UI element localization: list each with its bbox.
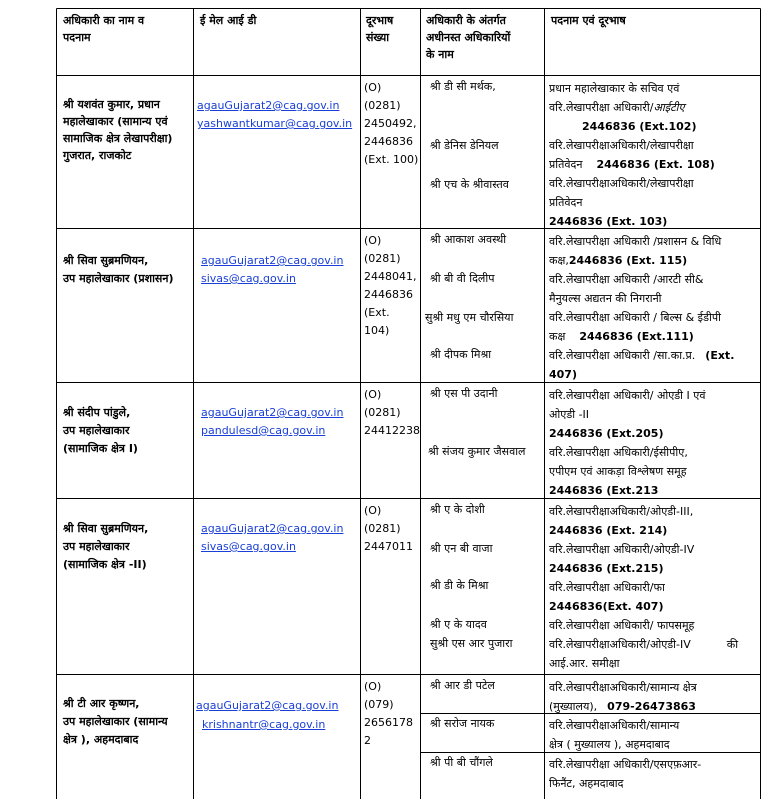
designation-phone-line: 2446836(Ext. 407) bbox=[549, 600, 664, 613]
phone-number bbox=[364, 678, 413, 750]
designation-phone-line: 2446836 (Ext. 115) bbox=[568, 254, 688, 267]
designation-phone-line: 079-26473863 bbox=[607, 700, 696, 713]
designation-line: क्षेत्र ( मुख्यालय ), अहमदाबाद bbox=[549, 738, 670, 751]
designation-phone bbox=[549, 232, 734, 384]
header-subordinates bbox=[426, 12, 510, 63]
designation-text: वरि.लेखापरीक्षाअधिकारी/ओएडी-IV bbox=[549, 638, 691, 651]
email-list bbox=[196, 696, 338, 734]
phone-number bbox=[364, 79, 418, 169]
designation-phone-line: 2446836 (Ext.111) bbox=[579, 330, 694, 343]
designation-phone-line: 2446836 (Ext.213 bbox=[549, 484, 659, 497]
subordinate-name: श्री डी सी मर्थक, bbox=[430, 80, 496, 93]
phone-line: (O) bbox=[364, 388, 382, 401]
officer-name bbox=[63, 520, 148, 574]
designation-line: वरि.लेखापरीक्षा अधिकारी/ओएडी-IV bbox=[549, 543, 695, 556]
designation-line: ओएडी -II bbox=[549, 408, 590, 421]
designation-line: एपीएम एवं आकड़ा विश्लेषण समूह bbox=[549, 465, 687, 478]
phone-line: (O) bbox=[364, 81, 382, 94]
designation-line bbox=[549, 155, 715, 174]
designation-phone-line: 2446836 (Ext.215) bbox=[549, 562, 664, 575]
officer-line: गुजरात, राजकोट bbox=[63, 149, 132, 162]
phone-line: 2447011 bbox=[364, 540, 413, 553]
designation-line: वरि.लेखापरीक्षा अधिकारी /आरटी सी& bbox=[549, 273, 704, 286]
phone-line: 24412238 bbox=[364, 424, 420, 437]
phone-line: (0281) bbox=[364, 252, 401, 265]
designation-text: कक्ष bbox=[549, 330, 566, 343]
phone-line: (079) bbox=[364, 698, 394, 711]
designation-line bbox=[549, 635, 738, 654]
email-list bbox=[197, 97, 352, 133]
officer-line: श्री यशवंत कुमार, प्रधान bbox=[63, 98, 160, 111]
designation-line: वरि.लेखापरीक्षा अधिकारी /प्रशासन & विधि bbox=[549, 235, 722, 248]
designation-line: आई.आर. समीक्षा bbox=[549, 657, 620, 670]
subordinate-name: श्री डी के मिश्रा bbox=[430, 579, 489, 592]
header-phone bbox=[366, 12, 393, 46]
subordinate-name: सुश्री एस आर पुजारा bbox=[430, 637, 513, 650]
phone-line: 2446836 bbox=[364, 135, 413, 148]
officer-line: उप महालेखाकार bbox=[63, 540, 130, 553]
header-text: पदनाम bbox=[63, 31, 91, 44]
designation-line: वरि.लेखापरीक्षाअधिकारी/सामान्य bbox=[549, 719, 680, 732]
designation-line: वरि.लेखापरीक्षाअधिकारी/लेखापरीक्षा bbox=[549, 139, 694, 152]
subordinate-name: श्री संजय कुमार जैसवाल bbox=[428, 445, 526, 458]
subordinate-name: श्री एच के श्रीवास्तव bbox=[430, 178, 509, 191]
email-link[interactable]: agauGujarat2@cag.gov.in bbox=[201, 254, 344, 267]
designation-line bbox=[549, 346, 734, 365]
designation-text: आईटीए bbox=[653, 101, 685, 114]
phone-number bbox=[364, 502, 413, 556]
phone-line: 2450492, bbox=[364, 117, 417, 130]
designation-line: फिनैंट, अहमदाबाद bbox=[549, 777, 624, 790]
phone-line: (Ext. bbox=[364, 306, 390, 319]
designation-line: मैनुयल्स अद्यतन की निगरानी bbox=[549, 292, 662, 305]
phone-line: (0281) bbox=[364, 522, 401, 535]
designation-line: प्रतिवेदन bbox=[549, 196, 583, 209]
email-link[interactable]: agauGujarat2@cag.gov.in bbox=[197, 99, 340, 112]
designation-phone-line: 407) bbox=[549, 368, 577, 381]
officer-name bbox=[63, 695, 168, 749]
subordinate-name: श्री पी बी चौंगले bbox=[430, 756, 493, 769]
phone-line: (O) bbox=[364, 680, 382, 693]
email-list bbox=[201, 404, 343, 440]
designation-text: प्रतिवेदन bbox=[549, 158, 583, 171]
designation-phone bbox=[549, 755, 701, 793]
subordinate-name: श्री एन बी वाजा bbox=[430, 542, 493, 555]
designation-line bbox=[549, 251, 734, 270]
designation-line: वरि.लेखापरीक्षा अधिकारी/ फापसमूह bbox=[549, 619, 695, 632]
phone-line: (O) bbox=[364, 504, 382, 517]
header-text: अधीनस्त अधिकारियों bbox=[426, 31, 511, 44]
designation-phone bbox=[549, 716, 679, 754]
officer-line: श्री सिवा सुब्रमणियन, bbox=[63, 522, 149, 535]
header-text: संख्या bbox=[366, 31, 390, 44]
header-text: अधिकारी का नाम व bbox=[63, 14, 145, 27]
designation-line: वरि.लेखापरीक्षा अधिकारी/ईसीपीए, bbox=[549, 446, 688, 459]
phone-line: 2656178 bbox=[364, 716, 413, 729]
designation-phone bbox=[549, 79, 715, 231]
designation-phone-line: 2446836 (Ext. 108) bbox=[596, 158, 715, 171]
subordinate-name: श्री आर डी पटेल bbox=[430, 679, 495, 692]
header-text: दूरभाष bbox=[366, 14, 394, 27]
officer-line: (सामाजिक क्षेत्र -II) bbox=[63, 558, 147, 571]
officer-line: उप महालेखाकार (प्रशासन) bbox=[63, 272, 174, 285]
officer-line: उप महालेखाकार (सामान्य bbox=[63, 715, 168, 728]
officer-name bbox=[63, 252, 174, 288]
designation-phone bbox=[549, 386, 705, 500]
header-text: अधिकारी के अंतर्गत bbox=[426, 14, 506, 27]
designation-phone bbox=[549, 678, 697, 716]
designation-text: वरि.लेखापरीक्षा अधिकारी/ bbox=[549, 101, 654, 114]
email-link[interactable]: krishnantr@cag.gov.in bbox=[202, 718, 326, 731]
designation-phone-line: (Ext. bbox=[705, 349, 735, 362]
email-link[interactable]: agauGujarat2@cag.gov.in bbox=[196, 699, 339, 712]
officer-line: श्री सिवा सुब्रमणियन, bbox=[63, 254, 149, 267]
designation-line: वरि.लेखापरीक्षा अधिकारी/फा bbox=[549, 581, 665, 594]
designation-phone-line: 2446836 (Ext. 103) bbox=[549, 215, 668, 228]
subordinate-name: श्री डेनिस डेनियल bbox=[430, 139, 499, 152]
email-list bbox=[201, 252, 343, 288]
phone-line: 2 bbox=[364, 734, 371, 747]
email-list bbox=[201, 520, 343, 556]
phone-line: (O) bbox=[364, 234, 382, 247]
phone-line: 104) bbox=[364, 324, 390, 337]
phone-line: 2446836 bbox=[364, 288, 413, 301]
phone-line: (Ext. 100) bbox=[364, 153, 419, 166]
email-link[interactable]: yashwantkumar@cag.gov.in bbox=[197, 117, 353, 130]
officer-line: (सामाजिक क्षेत्र I) bbox=[63, 442, 138, 455]
designation-line: वरि.लेखापरीक्षाअधिकारी/ओएडी-III, bbox=[549, 505, 694, 518]
designation-text: की bbox=[726, 638, 739, 651]
subordinate-name: श्री दीपक मिश्रा bbox=[430, 348, 492, 361]
subordinate-name: श्री सरोज नायक bbox=[430, 717, 495, 730]
email-link[interactable]: agauGujarat2@cag.gov.in bbox=[201, 406, 344, 419]
phone-number bbox=[364, 232, 417, 340]
designation-line: वरि.लेखापरीक्षा अधिकारी/ ओएडी I एवं bbox=[549, 389, 706, 402]
designation-phone bbox=[549, 502, 738, 673]
designation-phone-line: 2446836 (Ext.205) bbox=[549, 427, 664, 440]
designation-line: वरि.लेखापरीक्षा अधिकारी / बिल्स & ईडीपी bbox=[549, 311, 721, 324]
subordinate-name: श्री ए के यादव bbox=[430, 618, 487, 631]
designation-line bbox=[549, 327, 734, 346]
designation-line: वरि.लेखापरीक्षाअधिकारी/लेखापरीक्षा bbox=[549, 177, 694, 190]
subordinate-name: श्री एस पी उदानी bbox=[430, 387, 498, 400]
phone-line: (0281) bbox=[364, 406, 401, 419]
header-officer-name bbox=[63, 12, 144, 46]
subordinate-name: श्री ए के दोशी bbox=[430, 503, 485, 516]
email-link[interactable]: pandulesd@cag.gov.in bbox=[201, 424, 326, 437]
designation-text: वरि.लेखापरीक्षा अधिकारी /सा.का.प्र. bbox=[549, 349, 696, 362]
email-link[interactable]: agauGujarat2@cag.gov.in bbox=[201, 522, 344, 535]
designation-line bbox=[549, 98, 715, 117]
officer-line: श्री टी आर कृष्णन, bbox=[63, 697, 140, 710]
phone-line: 2448041, bbox=[364, 270, 417, 283]
email-link[interactable]: sivas@cag.gov.in bbox=[201, 540, 296, 553]
email-link[interactable]: sivas@cag.gov.in bbox=[201, 272, 296, 285]
designation-line bbox=[549, 697, 697, 716]
officer-line: महालेखाकार (सामान्य एवं bbox=[63, 115, 168, 128]
officer-line: क्षेत्र ), अहमदाबाद bbox=[63, 733, 139, 746]
phone-line: (0281) bbox=[364, 99, 401, 112]
officer-name bbox=[63, 96, 172, 164]
phone-number bbox=[364, 386, 420, 440]
header-designation-phone: पदनाम एवं दूरभाष bbox=[551, 14, 626, 27]
subordinate-name: सुश्री मधु एम चौरसिया bbox=[425, 311, 514, 324]
officer-line: उप महालेखाकार bbox=[63, 424, 130, 437]
designation-text: कक्ष, bbox=[549, 254, 569, 267]
header-email: ई मेल आई डी bbox=[200, 14, 257, 27]
officer-name bbox=[63, 404, 138, 458]
subordinate-name: श्री बी वी दिलीप bbox=[430, 272, 495, 285]
designation-line: प्रधान महालेखाकार के सचिव एवं bbox=[549, 82, 680, 95]
officer-line: श्री संदीप पांडुले, bbox=[63, 406, 131, 419]
header-text: के नाम bbox=[426, 48, 454, 61]
subordinate-name: श्री आकाश अवस्थी bbox=[430, 233, 507, 246]
designation-line: वरि.लेखापरीक्षाअधिकारी/सामान्य क्षेत्र bbox=[549, 681, 697, 694]
designation-phone-line: 2446836 (Ext. 214) bbox=[549, 524, 668, 537]
designation-phone-line: 2446836 (Ext.102) bbox=[582, 120, 697, 133]
designation-line: वरि.लेखापरीक्षा अधिकारी/एसएफ़आर- bbox=[549, 758, 702, 771]
officer-line: सामाजिक क्षेत्र लेखापरीक्षा) bbox=[63, 132, 173, 145]
designation-text: (मुख्यालय), bbox=[549, 700, 598, 713]
